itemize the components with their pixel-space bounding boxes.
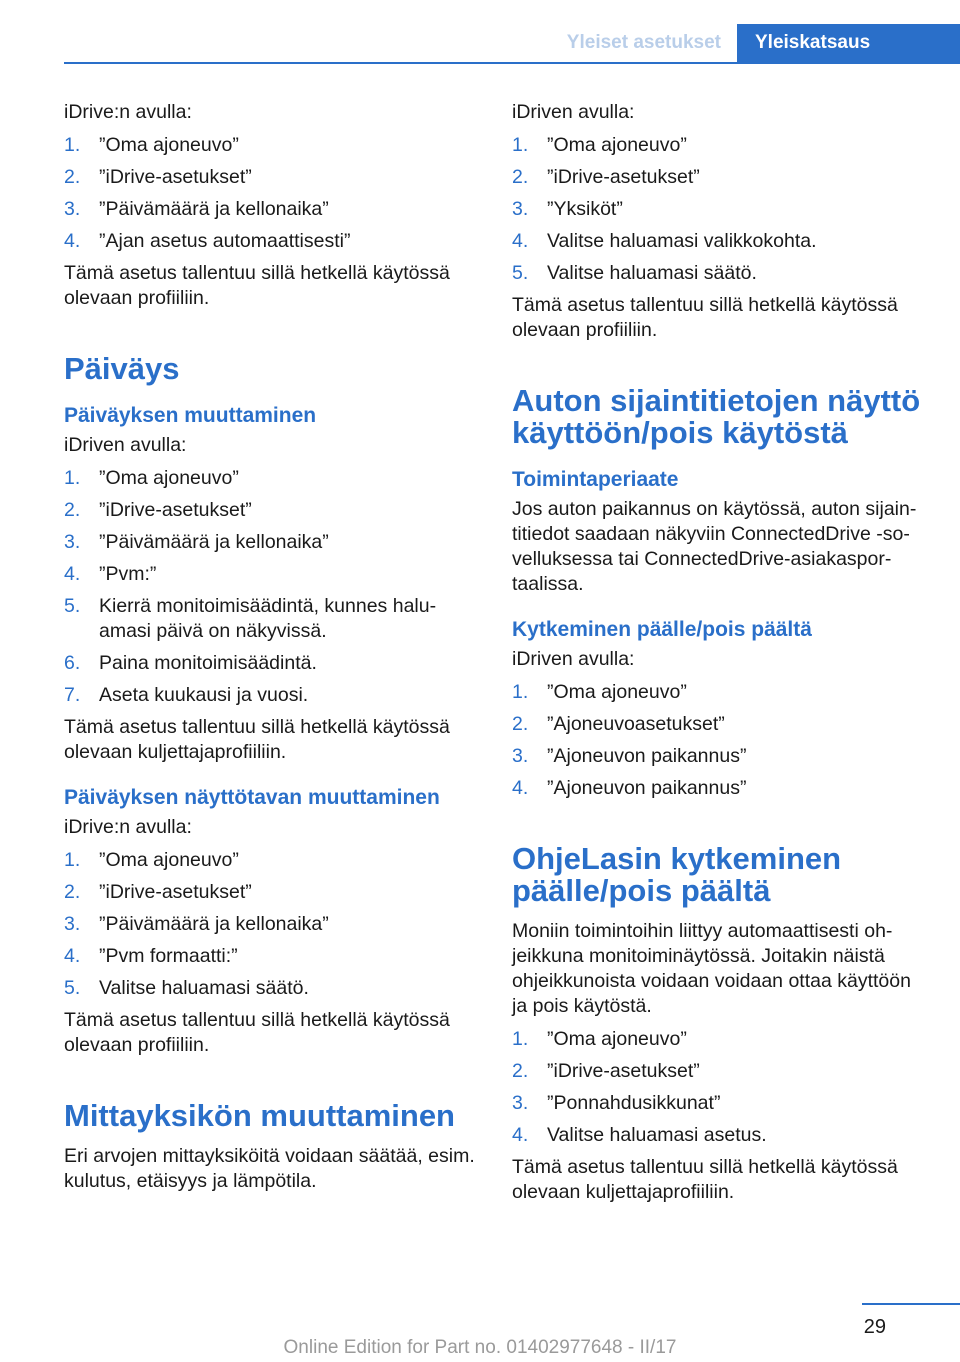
step-text: ”Pvm formaatti:” xyxy=(99,945,238,967)
step-number: 2. xyxy=(64,499,81,521)
list-item xyxy=(64,944,476,969)
step-number: 1. xyxy=(64,467,81,489)
step-text: ”Ajoneuvon paikannus” xyxy=(547,745,747,767)
step-number: 3. xyxy=(512,745,529,767)
steps-list xyxy=(64,133,476,254)
list-item xyxy=(64,912,476,937)
step-text: ”Oma ajoneuvo” xyxy=(547,1028,687,1050)
step-number: 3. xyxy=(512,198,529,220)
list-item xyxy=(64,594,476,644)
step-text: Valitse haluamasi valikkokohta. xyxy=(547,230,817,252)
list-item xyxy=(512,197,924,222)
step-text: Paina monitoimisäädintä. xyxy=(99,652,317,674)
right-column xyxy=(512,100,924,1213)
subheading-switch: Kytkeminen päälle/pois päältä xyxy=(512,618,812,641)
step-number: 2. xyxy=(64,166,81,188)
step-text: ”iDrive-asetukset” xyxy=(99,166,252,188)
step-number: 4. xyxy=(512,230,529,252)
subheading-change-date: Päiväyksen muuttaminen xyxy=(64,404,317,427)
list-item xyxy=(512,680,924,705)
intro-text: iDrive:n avulla: xyxy=(64,816,192,838)
step-number: 2. xyxy=(512,1060,529,1082)
step-number: 1. xyxy=(512,1028,529,1050)
step-text: ”iDrive-asetukset” xyxy=(547,166,700,188)
step-number: 3. xyxy=(64,198,81,220)
list-item xyxy=(512,712,924,737)
intro-text: iDriven avulla: xyxy=(512,648,635,670)
step-number: 4. xyxy=(64,563,81,585)
list-item xyxy=(512,1027,924,1052)
list-item xyxy=(64,530,476,555)
step-number: 5. xyxy=(64,595,81,617)
subheading-date-format: Päiväyksen näyttötavan muuttaminen xyxy=(64,786,440,809)
step-number: 7. xyxy=(64,684,81,706)
step-text: ”Ajoneuvoasetukset” xyxy=(547,713,725,735)
list-item xyxy=(64,848,476,873)
steps-list xyxy=(64,466,476,708)
step-number: 1. xyxy=(64,134,81,156)
step-number: 2. xyxy=(512,713,529,735)
step-number: 1. xyxy=(512,681,529,703)
list-item xyxy=(64,165,476,190)
note-text: Tämä asetus tallentuu sillä hetkellä käytössä olevaan profiiliin. xyxy=(64,262,450,309)
step-text: ”Oma ajoneuvo” xyxy=(99,467,239,489)
list-item xyxy=(512,776,924,801)
section-heading-date: Päiväys xyxy=(64,351,180,386)
footer-divider xyxy=(862,1303,960,1305)
step-number: 4. xyxy=(512,777,529,799)
step-text: ”Päivämäärä ja kellonaika” xyxy=(99,198,329,220)
chapter-tab: Yleiskatsaus xyxy=(737,24,960,62)
step-number: 1. xyxy=(512,134,529,156)
section-heading-location: Auton sijaintitietojen näyttö käyttöön/pois käytöstä xyxy=(512,383,921,450)
list-item xyxy=(64,651,476,676)
step-number: 5. xyxy=(64,977,81,999)
body-text: Moniin toimintoihin liittyy automaattisesti ohjeikkuna monitoiminäytössä. Joitakin näistä ohjeikkunoista voidaan voidaan ottaa käyttöön ja pois käytöstä. xyxy=(512,920,911,1017)
list-item xyxy=(64,683,476,708)
note-text: Tämä asetus tallentuu sillä hetkellä käytössä olevaan kuljettajaprofiiliin. xyxy=(64,716,450,763)
edition-footer: Online Edition for Part no. 01402977648 - II/17 xyxy=(283,1337,677,1358)
list-item xyxy=(512,1091,924,1116)
note-text: Tämä asetus tallentuu sillä hetkellä käytössä olevaan profiiliin. xyxy=(512,294,898,341)
list-item xyxy=(64,976,476,1001)
note-text: Tämä asetus tallentuu sillä hetkellä käytössä olevaan profiiliin. xyxy=(64,1009,450,1056)
section-heading-help: OhjeLasin kytkeminen päälle/pois päältä xyxy=(512,841,842,908)
left-column xyxy=(64,100,476,1202)
step-number: 3. xyxy=(64,913,81,935)
section-heading-units: Mittayksikön muuttaminen xyxy=(64,1098,455,1133)
intro-text: iDriven avulla: xyxy=(64,434,187,456)
list-item xyxy=(512,165,924,190)
step-text: ”Pvm:” xyxy=(99,563,157,585)
step-text: Valitse haluamasi asetus. xyxy=(547,1124,767,1146)
steps-list xyxy=(64,848,476,1001)
page-header xyxy=(64,24,960,64)
step-number: 4. xyxy=(512,1124,529,1146)
section-tab: Yleiset asetukset xyxy=(566,32,721,53)
step-text: ”Oma ajoneuvo” xyxy=(547,681,687,703)
list-item xyxy=(64,880,476,905)
step-number: 2. xyxy=(512,166,529,188)
list-item xyxy=(512,1123,924,1148)
step-text: ”Päivämäärä ja kellonaika” xyxy=(99,531,329,553)
step-text: Kierrä monitoimisäädintä, kunnes haluamasi päivä on näkyvissä. xyxy=(99,595,437,642)
list-item xyxy=(64,133,476,158)
list-item xyxy=(64,562,476,587)
step-text: ”iDrive-asetukset” xyxy=(547,1060,700,1082)
step-text: ”Ajan asetus automaattisesti” xyxy=(99,230,351,252)
steps-list xyxy=(512,133,924,286)
step-number: 3. xyxy=(512,1092,529,1114)
list-item xyxy=(64,498,476,523)
note-text: Tämä asetus tallentuu sillä hetkellä käytössä olevaan kuljettajaprofiiliin. xyxy=(512,1156,898,1203)
step-number: 6. xyxy=(64,652,81,674)
step-number: 4. xyxy=(64,230,81,252)
steps-list xyxy=(512,680,924,801)
intro-text: iDrive:n avulla: xyxy=(64,101,192,123)
step-text: ”Oma ajoneuvo” xyxy=(99,849,239,871)
step-text: ”Päivämäärä ja kellonaika” xyxy=(99,913,329,935)
list-item xyxy=(512,261,924,286)
list-item xyxy=(512,744,924,769)
step-text: ”iDrive-asetukset” xyxy=(99,881,252,903)
step-text: ”Oma ajoneuvo” xyxy=(547,134,687,156)
step-text: Valitse haluamasi säätö. xyxy=(99,977,309,999)
step-text: ”Ponnahdusikkunat” xyxy=(547,1092,721,1114)
step-number: 3. xyxy=(64,531,81,553)
list-item xyxy=(512,229,924,254)
subheading-principle: Toimintaperiaate xyxy=(512,468,679,491)
list-item xyxy=(64,466,476,491)
step-number: 5. xyxy=(512,262,529,284)
list-item xyxy=(64,197,476,222)
step-text: ”iDrive-asetukset” xyxy=(99,499,252,521)
body-text: Eri arvojen mittayksiköitä voidaan säätää, esim. kulutus, etäisyys ja lämpötila. xyxy=(64,1145,475,1192)
page-number: 29 xyxy=(863,1316,886,1338)
list-item xyxy=(512,1059,924,1084)
list-item xyxy=(512,133,924,158)
step-number: 1. xyxy=(64,849,81,871)
steps-list xyxy=(512,1027,924,1148)
body-text: Jos auton paikannus on käytössä, auton sijaintitiedot saadaan näkyviin ConnectedDrive -sovelluksessa tai ConnectedDrive-asiakasportaalissa. xyxy=(512,498,917,595)
step-text: ”Yksiköt” xyxy=(547,198,623,220)
intro-text: iDriven avulla: xyxy=(512,101,635,123)
step-number: 4. xyxy=(64,945,81,967)
step-text: Aseta kuukausi ja vuosi. xyxy=(99,684,309,706)
step-text: ”Oma ajoneuvo” xyxy=(99,134,239,156)
step-number: 2. xyxy=(64,881,81,903)
list-item xyxy=(64,229,476,254)
step-text: Valitse haluamasi säätö. xyxy=(547,262,757,284)
step-text: ”Ajoneuvon paikannus” xyxy=(547,777,747,799)
